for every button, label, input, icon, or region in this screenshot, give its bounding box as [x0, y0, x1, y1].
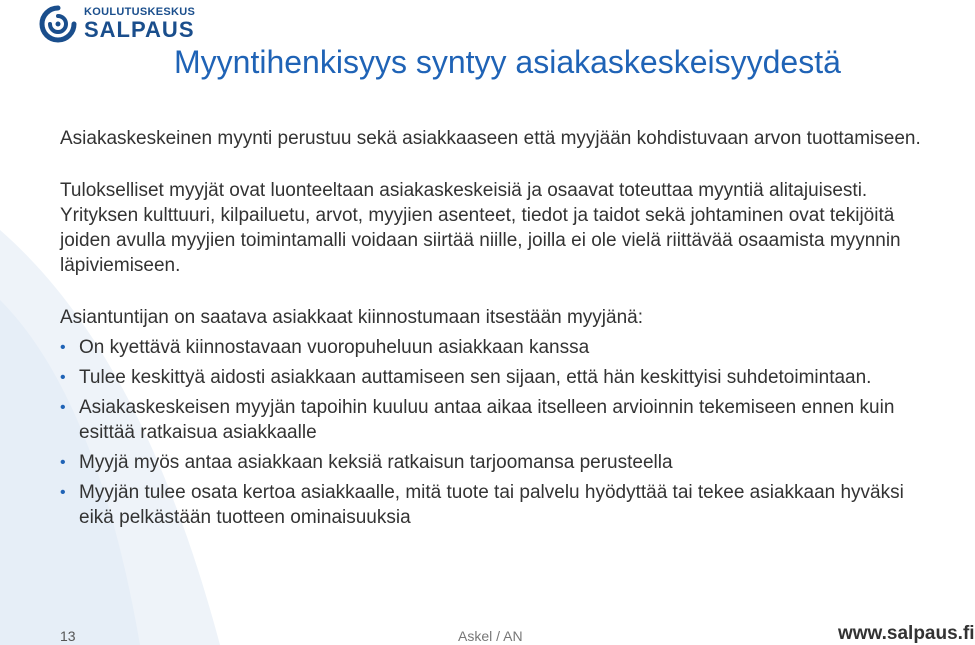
list-item: [60, 365, 940, 390]
bullets-intro: Asiantuntijan on saatava asiakkaat kiinnostumaan itsestään myyjänä:: [60, 307, 644, 328]
footer-url-link[interactable]: www.salpaus.fi: [838, 623, 975, 644]
list-item: [60, 395, 940, 445]
bullet-text: Myyjän tulee osata kertoa asiakkaalle, mitä tuote tai palvelu hyödyttää tai tekee asiakkaan hyväksi eikä pelkästään tuotteen ominaisuuksia: [79, 482, 904, 528]
bullet-list: [60, 335, 940, 530]
list-item: [60, 450, 940, 475]
list-item: [60, 335, 940, 360]
bullet-dot-icon: •: [60, 454, 66, 471]
salpaus-swirl-logo-icon: [36, 5, 80, 43]
list-item: [60, 480, 940, 530]
bullet-dot-icon: •: [60, 484, 66, 501]
bullet-text: Myyjä myös antaa asiakkaan keksiä ratkaisun tarjoomansa perusteella: [79, 452, 673, 473]
page-number: 13: [60, 628, 76, 644]
footer-author: Askel / AN: [458, 628, 523, 644]
bullet-text: On kyettävä kiinnostavaan vuoropuheluun asiakkaan kanssa: [79, 337, 590, 358]
slide-title: Myyntihenkisyys syntyy asiakaskeskeisyydestä: [174, 44, 841, 80]
logo-main-text: SALPAUS: [84, 17, 195, 42]
bullet-dot-icon: •: [60, 399, 66, 416]
salpaus-logo: [36, 4, 195, 44]
paragraph-1: Asiakaskeskeinen myynti perustuu sekä asiakkaaseen että myyjään kohdistuvaan arvon tuottamiseen.: [60, 128, 921, 149]
logo-top-text: KOULUTUSKESKUS: [84, 6, 196, 18]
paragraph-2: Tulokselliset myyjät ovat luonteeltaan asiakaskeskeisiä ja osaavat toteuttaa myyntiä alitajuisesti. Yrityksen kulttuuri, kilpailuetu, arvot, myyjien asenteet, tiedot ja taidot sekä johtaminen ovat tekijöitä joiden avulla myyjien toimintamalli voidaan siirtää niille, joilla ei ole vielä riittävää osaamista myynnin läpiviemiseen.: [60, 180, 901, 276]
bullet-text: Tulee keskittyä aidosti asiakkaan auttamiseen sen sijaan, että hän keskittyisi suhdetoimintaan.: [79, 367, 872, 388]
bullet-dot-icon: •: [60, 339, 66, 356]
slide-content: [60, 126, 940, 530]
bullet-dot-icon: •: [60, 369, 66, 386]
bullet-text: Asiakaskeskeisen myyjän tapoihin kuuluu antaa aikaa itselleen arvioinnin tekemiseen ennen kuin esittää ratkaisua asiakkaalle: [79, 397, 895, 443]
